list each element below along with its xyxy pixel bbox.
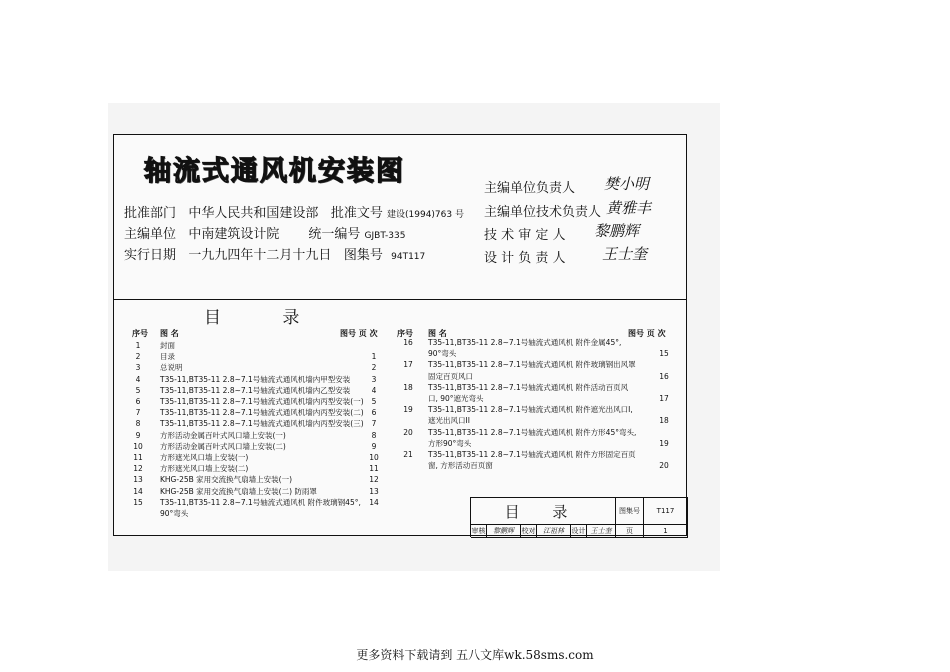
toc-row-name: T35-11,BT35-11 2.8~7.1号轴流式通风机 附件金属45°,	[428, 338, 622, 347]
toc-row-number: 9	[135, 430, 141, 440]
toc-row-number: 15	[133, 497, 143, 507]
footer-download-note: 更多资料下载请到 五八文库wk.58sms.com	[356, 648, 594, 662]
drawing-title: 轴流式通风机安装图	[144, 156, 405, 187]
title-block-review-label: 审核	[471, 525, 487, 538]
title-block-atlas-label: 图集号	[616, 498, 644, 525]
toc-row-name: T35-11,BT35-11 2.8~7.1号轴流式通风机 附件遮光出风口I,	[428, 405, 633, 415]
meta-label-2: 统一编号	[308, 227, 361, 242]
toc-row-name: 方形遮光风口墙上安装(二)	[160, 464, 249, 474]
meta-label: 主编单位	[124, 227, 177, 242]
toc-row-number: 1	[135, 341, 141, 350]
section-divider	[114, 299, 686, 300]
toc-row-number: 10	[133, 441, 143, 451]
title-block-page-value: 1	[644, 525, 688, 538]
toc-row-name: 方形遮光风口墙上安装(一)	[160, 453, 249, 462]
toc-row	[114, 486, 688, 498]
signature-4: 王士奎	[602, 245, 648, 263]
toc-row-page: 19	[659, 438, 669, 448]
responsible-role-3: 技 术 审 定 人	[484, 228, 566, 243]
toc-row-name: T35-11,BT35-11 2.8~7.1号轴流式通风机墙内丙型安装(一)	[160, 397, 364, 406]
toc-row-page: 20	[659, 461, 669, 471]
toc-row-name: 目录	[160, 352, 175, 362]
signature-3: 黎鹏辉	[594, 222, 640, 240]
toc-row-number: 2	[135, 352, 141, 362]
toc-row-number: 12	[133, 464, 143, 474]
toc-header-name-left: 图 名	[160, 329, 179, 338]
toc-row-number: 19	[403, 405, 413, 415]
toc-header-name-right: 图 名	[428, 329, 447, 338]
toc-row-number: 6	[135, 397, 141, 406]
title-block-page-label: 页	[616, 525, 644, 538]
toc-row-name: 方形活动金属百叶式风口墙上安装(二)	[160, 441, 286, 451]
toc-row-page: 12	[369, 475, 379, 485]
signature-1: 樊小明	[604, 175, 650, 193]
toc-row-page: 11	[369, 464, 379, 474]
toc-row-name: 方形90°弯头	[428, 438, 472, 448]
toc-row-page: 5	[371, 397, 377, 406]
toc-row	[114, 449, 688, 461]
toc-row-number: 17	[403, 360, 413, 370]
toc-row-page: 10	[369, 453, 379, 462]
meta-value-2: 建设(1994)763 号	[387, 210, 464, 220]
meta-value: 中南建筑设计院	[188, 227, 280, 242]
responsible-role-1: 主编单位负责人	[484, 181, 576, 196]
toc-row-page: 17	[659, 394, 669, 403]
toc-row	[114, 474, 688, 486]
toc-row-number: 8	[135, 419, 141, 429]
toc-row	[114, 348, 688, 360]
meta-line-2	[124, 223, 405, 242]
toc-row-number: 5	[135, 385, 141, 395]
toc-title: 目 录	[204, 308, 328, 328]
toc-row-name: T35-11,BT35-11 2.8~7.1号轴流式通风机墙内甲型安装	[160, 374, 351, 384]
toc-row	[114, 460, 688, 472]
toc-row	[114, 382, 688, 394]
meta-value: 中华人民共和国建设部	[188, 206, 319, 221]
toc-row-name: 90°弯头	[160, 509, 189, 518]
toc-row-number: 11	[133, 453, 143, 462]
toc-row	[114, 371, 688, 383]
toc-row-number: 3	[135, 363, 141, 373]
responsible-role-4: 设 计 负 责 人	[484, 251, 566, 266]
toc-row	[114, 404, 688, 416]
toc-row-name: 窗, 方形活动百页窗	[428, 461, 493, 471]
toc-row-page: 1	[371, 352, 377, 362]
toc-row-number: 18	[403, 382, 413, 392]
title-block-name: 目 录	[471, 498, 616, 525]
meta-value-2: 94T117	[391, 252, 426, 262]
meta-line-3	[124, 244, 425, 263]
toc-row-number: 16	[403, 338, 413, 347]
toc-header-no-right: 序号	[397, 329, 413, 338]
toc-row-name: T35-11,BT35-11 2.8~7.1号轴流式通风机墙内乙型安装	[160, 385, 351, 395]
toc-row-name: T35-11,BT35-11 2.8~7.1号轴流式通风机墙内丙型安装(二)	[160, 408, 364, 418]
meta-value: 一九九四年十二月十九日	[188, 248, 332, 263]
title-block	[470, 497, 688, 537]
toc-row-page: 16	[659, 371, 669, 381]
title-block-design-signature: 王士奎	[587, 525, 616, 538]
toc-row-number: 13	[133, 475, 143, 485]
title-block-design-label: 设计	[571, 525, 587, 538]
drawing-sheet	[113, 134, 687, 536]
toc-row-name: KHG-25B 家用交流换气扇墙上安装(二) 防雨罩	[160, 486, 317, 496]
meta-label-2: 图集号	[343, 248, 383, 263]
toc-row-name: T35-11,BT35-11 2.8~7.1号轴流式通风机 附件玻璃钢45°,	[160, 497, 361, 507]
title-block-atlas-value: T117	[644, 498, 688, 525]
meta-line-1	[124, 202, 464, 221]
toc-row-page: 18	[659, 416, 669, 426]
meta-value-2: GJBT-335	[364, 231, 406, 241]
toc-row-name: 封面	[160, 341, 175, 350]
toc-row-name: 口, 90°遮光弯头	[428, 394, 484, 403]
toc-row-number: 14	[133, 486, 143, 496]
toc-row-page: 7	[371, 419, 377, 429]
toc-row-name: T35-11,BT35-11 2.8~7.1号轴流式通风机 附件方形固定百页	[428, 450, 636, 459]
toc-row-page: 4	[371, 385, 377, 395]
toc-row-number: 21	[403, 450, 413, 459]
toc-row-name: T35-11,BT35-11 2.8~7.1号轴流式通风机 附件方形45°弯头,	[428, 427, 637, 437]
toc-row-name: 遮光出风口II	[428, 416, 470, 426]
toc-row-name: 固定百页风口	[428, 371, 473, 381]
toc-row	[114, 427, 688, 439]
toc-row-number: 7	[135, 408, 141, 418]
title-block-check-label: 校对	[521, 525, 537, 538]
toc-row-name: KHG-25B 家用交流换气扇墙上安装(一)	[160, 475, 292, 485]
toc-row	[114, 359, 688, 371]
toc-row	[114, 438, 688, 450]
toc-row-page: 6	[371, 408, 377, 418]
toc-row	[114, 337, 688, 349]
toc-row-name: T35-11,BT35-11 2.8~7.1号轴流式通风机 附件活动百页风	[428, 382, 629, 392]
responsible-role-2: 主编单位技术负责人	[484, 205, 602, 220]
meta-label-2: 批准文号	[330, 206, 383, 221]
toc-row-number: 20	[403, 427, 413, 437]
toc-row-name: T35-11,BT35-11 2.8~7.1号轴流式通风机 附件玻璃钢出风罩	[428, 360, 636, 370]
toc-row-page: 3	[371, 374, 377, 384]
toc-row	[114, 393, 688, 405]
toc-row-page: 8	[371, 430, 377, 440]
toc-row-number: 4	[135, 374, 141, 384]
toc-row-name: 总说明	[160, 363, 183, 373]
toc-row-name: T35-11,BT35-11 2.8~7.1号轴流式通风机墙内丙型安装(三)	[160, 419, 364, 429]
signature-2: 黄雅丰	[606, 199, 652, 217]
meta-label: 实行日期	[124, 248, 177, 263]
title-block-review-signature: 黎鹏辉	[487, 525, 521, 538]
meta-label: 批准部门	[124, 206, 177, 221]
toc-header-page-right: 图号 页 次	[628, 329, 666, 338]
toc-header-page-left: 图号 页 次	[340, 329, 378, 338]
toc-row-page: 9	[371, 441, 377, 451]
toc-row-name: 方形活动金属百叶式风口墙上安装(一)	[160, 430, 286, 440]
toc-row-page: 13	[369, 486, 379, 496]
toc-row-page: 15	[659, 349, 669, 359]
toc-row-page: 2	[371, 363, 377, 373]
toc-row-name: 90°弯头	[428, 349, 457, 359]
title-block-check-signature: 江祖林	[537, 525, 571, 538]
toc-row	[114, 415, 688, 427]
toc-row-page: 14	[369, 497, 379, 507]
toc-header-no-left: 序号	[132, 329, 148, 338]
